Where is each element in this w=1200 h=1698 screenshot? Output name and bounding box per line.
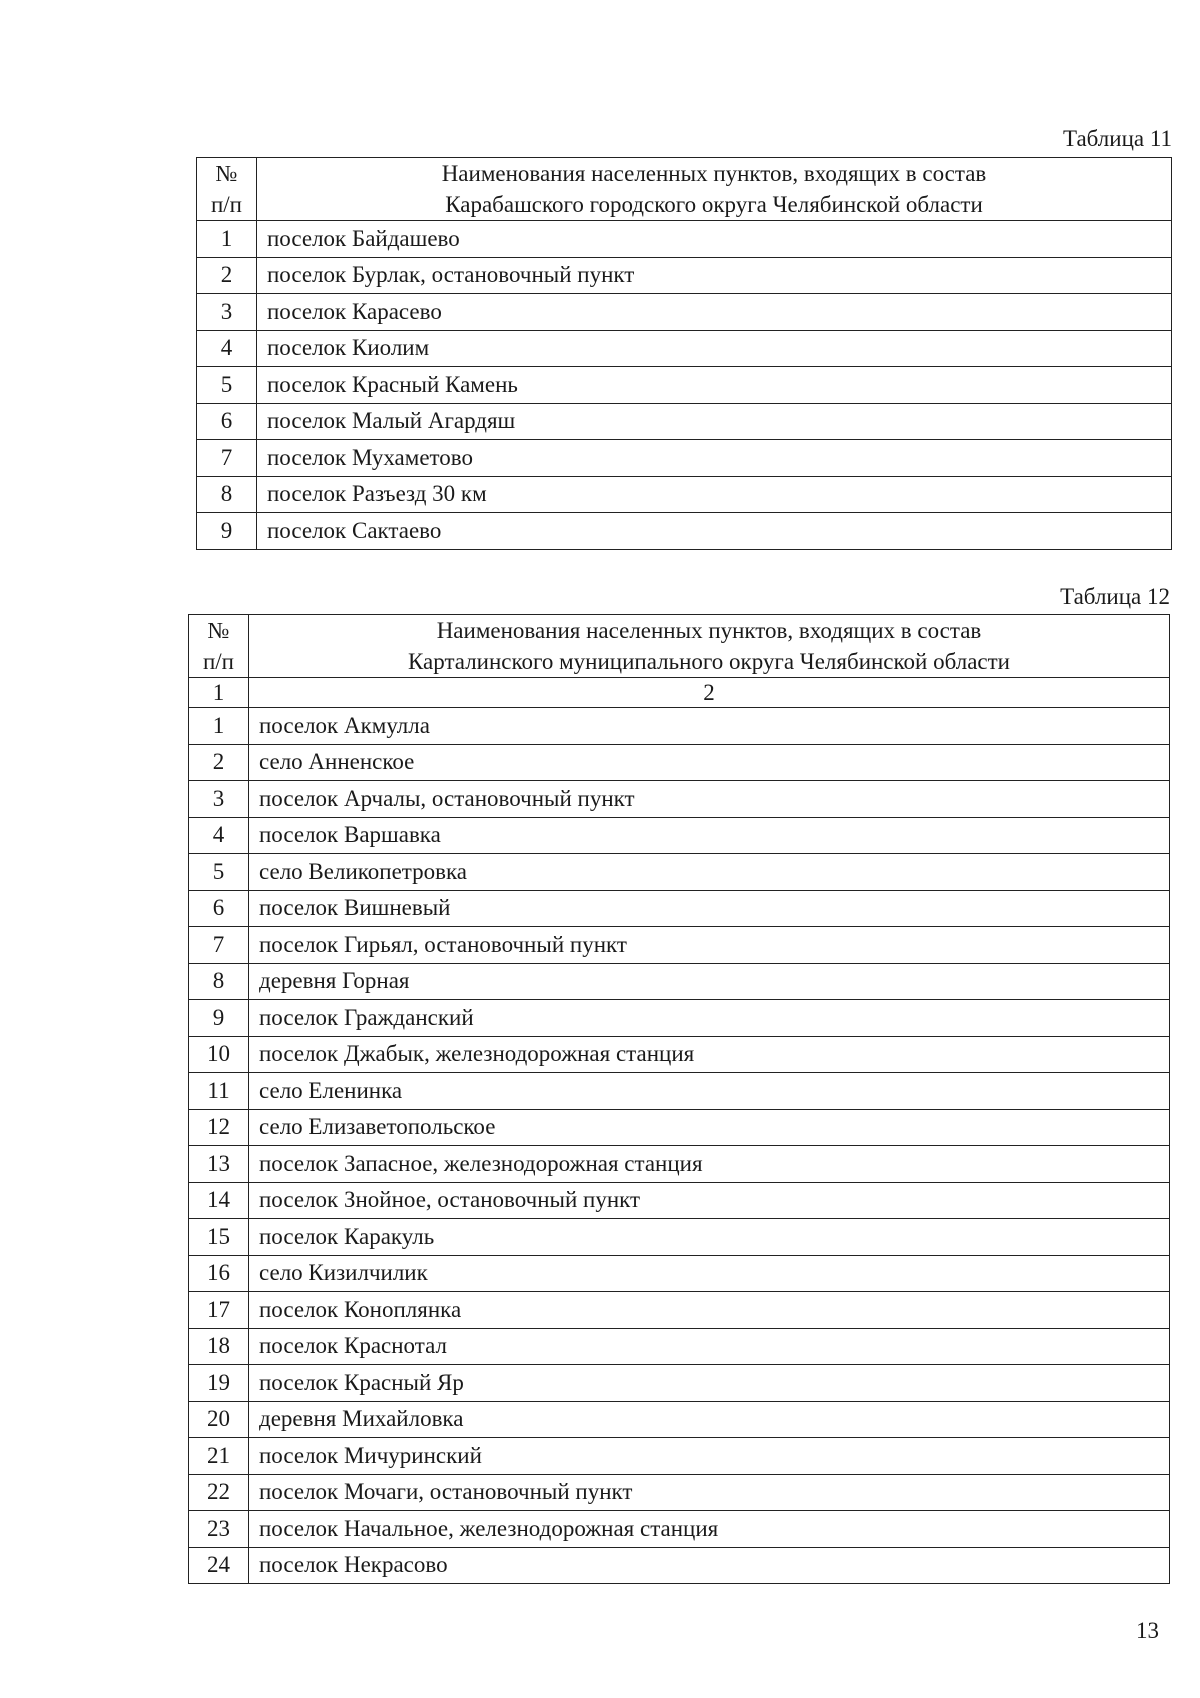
table-12-caption: Таблица 12 [1060, 584, 1170, 609]
row-number: 11 [189, 1073, 249, 1110]
table-row [189, 963, 1170, 1000]
table-row [189, 1511, 1170, 1548]
table-row [189, 1292, 1170, 1329]
settlement-name: село Анненское [249, 744, 1170, 781]
table-row [189, 1073, 1170, 1110]
row-number: 5 [189, 854, 249, 891]
table-row [189, 890, 1170, 927]
settlement-name: поселок Мочаги, остановочный пункт [249, 1474, 1170, 1511]
row-number: 16 [189, 1255, 249, 1292]
table-row [197, 257, 1172, 294]
table-row [189, 781, 1170, 818]
row-number: 17 [189, 1292, 249, 1329]
table-row [189, 927, 1170, 964]
settlement-name: поселок Арчалы, остановочный пункт [249, 781, 1170, 818]
header-name-cell [257, 158, 1172, 221]
row-number: 2 [189, 744, 249, 781]
row-number: 7 [197, 440, 257, 477]
table-row [189, 744, 1170, 781]
settlement-name: поселок Карасево [257, 294, 1172, 331]
header-name-line2: Карталинского муниципального округа Челябинской области [408, 649, 1010, 674]
table-row [189, 1255, 1170, 1292]
page-number: 13 [1136, 1618, 1159, 1643]
settlement-name: село Великопетровка [249, 854, 1170, 891]
settlement-name: поселок Разъезд 30 км [257, 476, 1172, 513]
row-number: 9 [197, 513, 257, 550]
row-number: 18 [189, 1328, 249, 1365]
row-number: 1 [197, 221, 257, 258]
table-row [189, 1401, 1170, 1438]
header-number-cell [197, 158, 257, 221]
table-row [189, 1328, 1170, 1365]
row-number: 10 [189, 1036, 249, 1073]
header-name-line1: Наименования населенных пунктов, входящих в состав [441, 161, 987, 186]
row-number: 1 [189, 708, 249, 745]
row-number: 4 [189, 817, 249, 854]
settlement-name: поселок Мичуринский [249, 1438, 1170, 1475]
row-number: 20 [189, 1401, 249, 1438]
row-number: 3 [197, 294, 257, 331]
settlement-name: поселок Вишневый [249, 890, 1170, 927]
table-11-caption: Таблица 11 [1062, 126, 1172, 151]
row-number: 4 [197, 330, 257, 367]
table-11 [196, 157, 1172, 550]
row-number: 21 [189, 1438, 249, 1475]
column-number-2: 2 [249, 678, 1170, 708]
settlement-name: поселок Мухаметово [257, 440, 1172, 477]
header-number-line1: № [215, 161, 238, 186]
settlement-name: поселок Знойное, остановочный пункт [249, 1182, 1170, 1219]
row-number: 8 [197, 476, 257, 513]
table-row [197, 367, 1172, 404]
settlement-name: поселок Сактаево [257, 513, 1172, 550]
header-number-line1: № [207, 618, 230, 643]
settlement-name: поселок Гирьял, остановочный пункт [249, 927, 1170, 964]
settlement-name: поселок Джабык, железнодорожная станция [249, 1036, 1170, 1073]
table-row [189, 1438, 1170, 1475]
table-12 [188, 614, 1170, 1584]
row-number: 24 [189, 1547, 249, 1584]
settlement-name: поселок Киолим [257, 330, 1172, 367]
settlement-name: поселок Каракуль [249, 1219, 1170, 1256]
header-name-line1: Наименования населенных пунктов, входящих в состав [436, 618, 982, 643]
settlement-name: поселок Малый Агардяш [257, 403, 1172, 440]
row-number: 3 [189, 781, 249, 818]
settlement-name: поселок Байдашево [257, 221, 1172, 258]
settlement-name: село Кизилчилик [249, 1255, 1170, 1292]
row-number: 22 [189, 1474, 249, 1511]
header-number-cell [189, 615, 249, 678]
table-row [189, 1146, 1170, 1183]
row-number: 15 [189, 1219, 249, 1256]
table-row [189, 1365, 1170, 1402]
row-number: 19 [189, 1365, 249, 1402]
row-number: 5 [197, 367, 257, 404]
settlement-name: поселок Бурлак, остановочный пункт [257, 257, 1172, 294]
table-row [197, 294, 1172, 331]
column-number-row [189, 678, 1170, 708]
row-number: 2 [197, 257, 257, 294]
table-row [189, 1036, 1170, 1073]
row-number: 7 [189, 927, 249, 964]
header-number-line2: п/п [210, 192, 242, 217]
row-number: 23 [189, 1511, 249, 1548]
settlement-name: деревня Михайловка [249, 1401, 1170, 1438]
settlement-name: поселок Запасное, железнодорожная станция [249, 1146, 1170, 1183]
settlement-name: село Еленинка [249, 1073, 1170, 1110]
row-number: 6 [189, 890, 249, 927]
table-row [197, 330, 1172, 367]
table-row [189, 817, 1170, 854]
settlement-name: село Елизаветопольское [249, 1109, 1170, 1146]
row-number: 9 [189, 1000, 249, 1037]
settlement-name: поселок Некрасово [249, 1547, 1170, 1584]
settlement-name: поселок Варшавка [249, 817, 1170, 854]
table-row [189, 1000, 1170, 1037]
settlement-name: поселок Коноплянка [249, 1292, 1170, 1329]
table-row [197, 221, 1172, 258]
table-row [189, 1182, 1170, 1219]
settlement-name: поселок Начальное, железнодорожная станция [249, 1511, 1170, 1548]
settlement-name: поселок Красный Камень [257, 367, 1172, 404]
table-row [189, 1474, 1170, 1511]
table-row [197, 440, 1172, 477]
header-number-line2: п/п [202, 649, 234, 674]
table-row [197, 403, 1172, 440]
table-header-row [189, 615, 1170, 678]
row-number: 13 [189, 1146, 249, 1183]
table-row [189, 854, 1170, 891]
table-header-row [197, 158, 1172, 221]
table-row [197, 513, 1172, 550]
header-name-cell [249, 615, 1170, 678]
header-name-line2: Карабашского городского округа Челябинской области [445, 192, 983, 217]
settlement-name: поселок Красный Яр [249, 1365, 1170, 1402]
table-row [189, 1547, 1170, 1584]
settlement-name: поселок Краснотал [249, 1328, 1170, 1365]
row-number: 6 [197, 403, 257, 440]
table-row [197, 476, 1172, 513]
table-row [189, 1219, 1170, 1256]
row-number: 12 [189, 1109, 249, 1146]
settlement-name: поселок Акмулла [249, 708, 1170, 745]
row-number: 8 [189, 963, 249, 1000]
row-number: 14 [189, 1182, 249, 1219]
table-row [189, 708, 1170, 745]
column-number-1: 1 [189, 678, 249, 708]
settlement-name: поселок Гражданский [249, 1000, 1170, 1037]
settlement-name: деревня Горная [249, 963, 1170, 1000]
table-row [189, 1109, 1170, 1146]
